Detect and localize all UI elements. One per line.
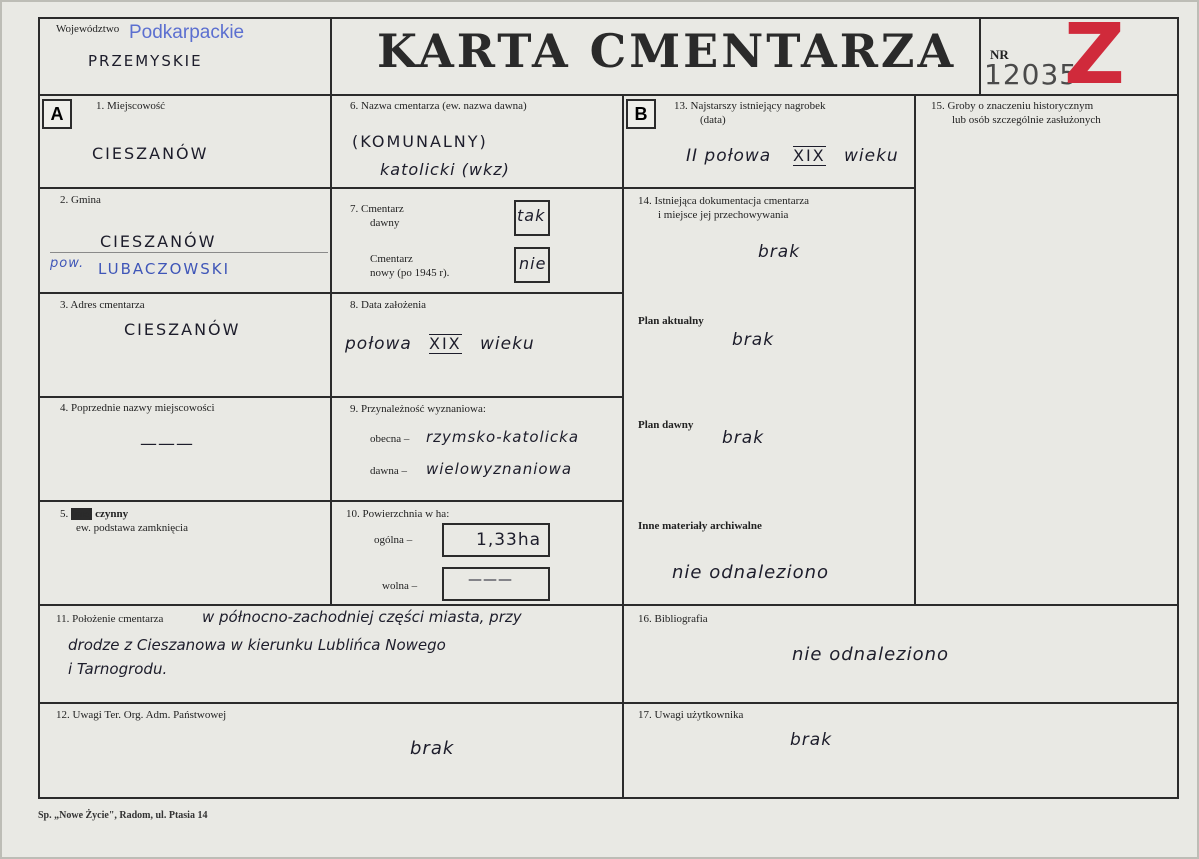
other-materials-label: Inne materiały archiwalne: [638, 520, 762, 532]
field-7-old-label: dawny: [370, 217, 400, 229]
field-7-new-label-2: nowy (po 1945 r).: [370, 267, 450, 279]
field-7-new-value: nie: [519, 254, 547, 273]
voivodeship-value: PRZEMYSKIE: [88, 52, 203, 70]
field-5-word: czynny: [95, 508, 129, 520]
field-2-underline: [50, 252, 328, 253]
plan-old-label: Plan dawny: [638, 419, 694, 431]
field-2-pow-value: LUBACZOWSKI: [98, 260, 231, 278]
field-10-free-value: ———: [468, 572, 513, 588]
field-6-value-2: katolicki (wkz): [380, 160, 510, 179]
category-mark: Z: [1064, 5, 1125, 103]
field-7-old-value: tak: [517, 206, 546, 225]
field-17-value: brak: [790, 730, 833, 750]
field-13-value-c: wieku: [844, 146, 899, 166]
field-11-line-2: drodze z Cieszanowa w kierunku Lublińca Nowego: [68, 636, 446, 654]
field-13-label: 13. Najstarszy istniejący nagrobek: [674, 100, 826, 112]
printer-imprint: Sp. „Nowe Życie", Radom, ul. Ptasia 14: [38, 810, 208, 821]
header-bottom-line: [38, 94, 1179, 96]
field-9-current-label: obecna –: [370, 433, 410, 445]
field-4-label: 4. Poprzednie nazwy miejscowości: [60, 402, 215, 414]
field-17-label: 17. Uwagi użytkownika: [638, 709, 744, 721]
field-8-label: 8. Data założenia: [350, 299, 427, 311]
field-5-label-2: ew. podstawa zamknięcia: [76, 522, 188, 534]
field-4-value: ———: [140, 434, 194, 454]
top-border: [38, 17, 1179, 19]
field-12-label: 12. Uwagi Ter. Org. Adm. Państwowej: [56, 709, 227, 721]
field-10-total-label: ogólna –: [374, 534, 413, 546]
col-line-2: [622, 94, 624, 797]
row-line-5: [38, 604, 1179, 606]
field-9-label: 9. Przynależność wyznaniowa:: [350, 403, 486, 415]
voivodeship-stamp: Podkarpackie: [129, 22, 245, 43]
field-8-value-a: połowa: [345, 334, 412, 354]
nr-label: NR: [990, 47, 1009, 62]
field-13-value-b: XIX: [793, 146, 826, 165]
field-10-free-label: wolna –: [382, 580, 418, 592]
bottom-border: [38, 797, 1179, 799]
field-11-line-1: w północno-zachodniej części miasta, przy: [202, 608, 522, 626]
field-12-value: brak: [410, 738, 455, 759]
field-8-value-b: XIX: [429, 334, 462, 353]
field-15-label-2: lub osób szczególnie zasłużonych: [952, 114, 1101, 126]
field-2-pow-prefix: pow.: [50, 256, 85, 271]
field-2-value: CIESZANÓW: [100, 232, 217, 251]
field-11-line-3: i Tarnogrodu.: [68, 660, 168, 678]
field-9-former-label: dawna –: [370, 465, 407, 477]
row-line-1: [38, 187, 916, 189]
field-15-label: 15. Groby o znaczeniu historycznym: [931, 100, 1094, 112]
plan-current-label: Plan aktualny: [638, 315, 704, 327]
header-nr-divider: [979, 17, 981, 94]
field-3-value: CIESZANÓW: [124, 320, 241, 339]
field-14-label: 14. Istniejąca dokumentacja cmentarza: [638, 195, 810, 207]
field-9-former-value: wielowyznaniowa: [426, 460, 573, 478]
other-materials-value: nie odnaleziono: [672, 562, 830, 583]
field-14-value: brak: [758, 242, 801, 262]
plan-current-value: brak: [732, 330, 775, 350]
row-line-6: [38, 702, 1179, 704]
field-16-label: 16. Bibliografia: [638, 613, 708, 625]
field-6-label: 6. Nazwa cmentarza (ew. nazwa dawna): [350, 100, 527, 112]
field-1-value: CIESZANÓW: [92, 144, 209, 163]
nr-value: 12035: [984, 58, 1079, 91]
field-13-value-a: II połowa: [686, 146, 772, 166]
col-line-3: [914, 94, 916, 604]
field-16-value: nie odnaleziono: [792, 644, 950, 665]
col-line-1: [330, 17, 332, 604]
plan-old-value: brak: [722, 428, 765, 448]
field-5-label: [60, 507, 128, 521]
section-b-marker: B: [626, 99, 656, 129]
section-a-marker: A: [42, 99, 72, 129]
field-14-label-2: i miejsce jej przechowywania: [658, 209, 789, 221]
card-title: KARTA CMENTARZA: [377, 24, 957, 78]
field-10-total-value: 1,33ha: [476, 530, 542, 550]
field-11-label: 11. Położenie cmentarza: [56, 613, 164, 625]
field-5-prefix: 5.: [60, 508, 69, 520]
left-border: [38, 17, 40, 799]
field-3-label: 3. Adres cmentarza: [60, 299, 145, 311]
field-7-new-label-1: Cmentarz: [370, 253, 413, 265]
field-5-struck-word: (nie): [71, 508, 93, 520]
right-border: [1177, 17, 1179, 799]
field-1-label: 1. Miejscowość: [96, 100, 166, 112]
field-10-label: 10. Powierzchnia w ha:: [346, 508, 450, 520]
field-9-current-value: rzymsko-katolicka: [426, 428, 580, 446]
field-8-value-c: wieku: [480, 334, 535, 354]
field-7-label: 7. Cmentarz: [350, 203, 404, 215]
voivodeship-label: Województwo: [56, 23, 120, 35]
field-6-value-1: (KOMUNALNY): [352, 132, 488, 151]
field-13-label-2: (data): [700, 114, 726, 126]
field-2-label: 2. Gmina: [60, 194, 101, 206]
